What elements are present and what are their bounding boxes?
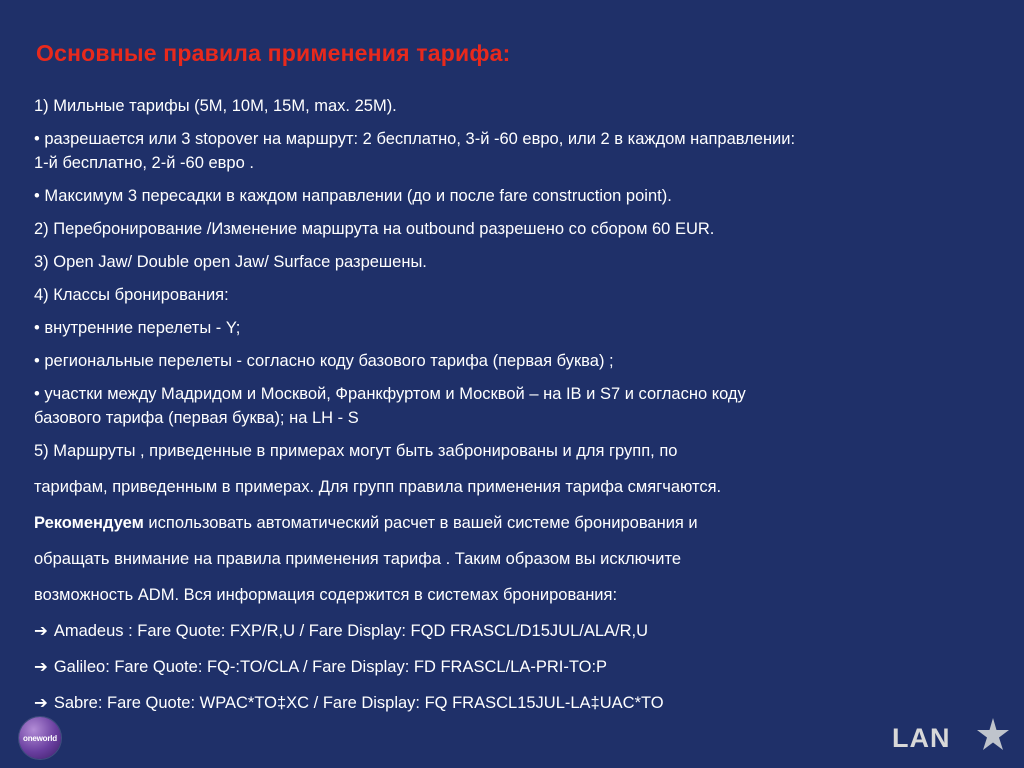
rule-stopover: • разрешается или 3 stopover на маршрут: 2 бесплатно, 3-й -60 евро, или 2 в каждом направлении: 1-й бесплатно, 2-й -60 евро . bbox=[34, 130, 796, 172]
slide-title: Основные правила применения тарифа: bbox=[36, 40, 511, 66]
rule-transfers: • Максимум 3 пересадки в каждом направлении (до и после fare construction point). bbox=[34, 187, 672, 205]
recommend-line-1: Рекомендуем использовать автоматический расчет в вашей системе бронирования и bbox=[34, 514, 698, 532]
slide-body bbox=[34, 94, 994, 724]
rule-segments: • участки между Мадридом и Москвой, Франкфуртом и Москвой – на IB и S7 и согласно коду базового тарифа (первая буква); на LH - S bbox=[34, 385, 746, 427]
rule-4: 4) Классы бронирования: bbox=[34, 286, 229, 304]
system-sabre: ➔ Sabre: Fare Quote: WPAC*TO‡XC / Fare Display: FQ FRASCL15JUL-LA‡UAC*TO bbox=[34, 691, 994, 715]
rule-regional: • региональные перелеты - согласно коду базового тарифа (первая буква) ; bbox=[34, 352, 614, 370]
arrow-right-icon: ➔ bbox=[34, 622, 48, 640]
system-galileo: ➔ Galileo: Fare Quote: FQ-:TO/CLA / Fare Display: FD FRASCL/LA-PRI-TO:P bbox=[34, 655, 994, 679]
oneworld-logo: oneworld bbox=[19, 717, 61, 759]
rule-domestic: • внутренние перелеты - Y; bbox=[34, 319, 241, 337]
system-amadeus: ➔ Amadeus : Fare Quote: FXP/R,U / Fare Display: FQD FRASCL/D15JUL/ALA/R,U bbox=[34, 619, 994, 643]
star-icon bbox=[977, 718, 1009, 750]
recommend-bold: Рекомендуем bbox=[34, 514, 144, 532]
arrow-right-icon: ➔ bbox=[34, 658, 48, 676]
arrow-right-icon: ➔ bbox=[34, 694, 48, 712]
recommend-line-3: возможность ADM. Вся информация содержится в системах бронирования: bbox=[34, 586, 618, 604]
rule-5-line-1: 5) Маршруты , приведенные в примерах могут быть забронированы и для групп, по bbox=[34, 442, 678, 460]
lan-logo-text: LAN bbox=[892, 723, 951, 753]
rule-3: 3) Open Jaw/ Double open Jaw/ Surface разрешены. bbox=[34, 253, 427, 271]
rule-2: 2) Перебронирование /Изменение маршрута на outbound разрешено со сбором 60 EUR. bbox=[34, 220, 715, 238]
rule-5-line-2: тарифам, приведенным в примерах. Для групп правила применения тарифа смягчаются. bbox=[34, 478, 722, 496]
recommend-line-2: обращать внимание на правила применения тарифа . Таким образом вы исключите bbox=[34, 550, 682, 568]
rule-1: 1) Мильные тарифы (5M, 10M, 15M, max. 25M). bbox=[34, 97, 397, 115]
lan-logo bbox=[890, 716, 1016, 762]
